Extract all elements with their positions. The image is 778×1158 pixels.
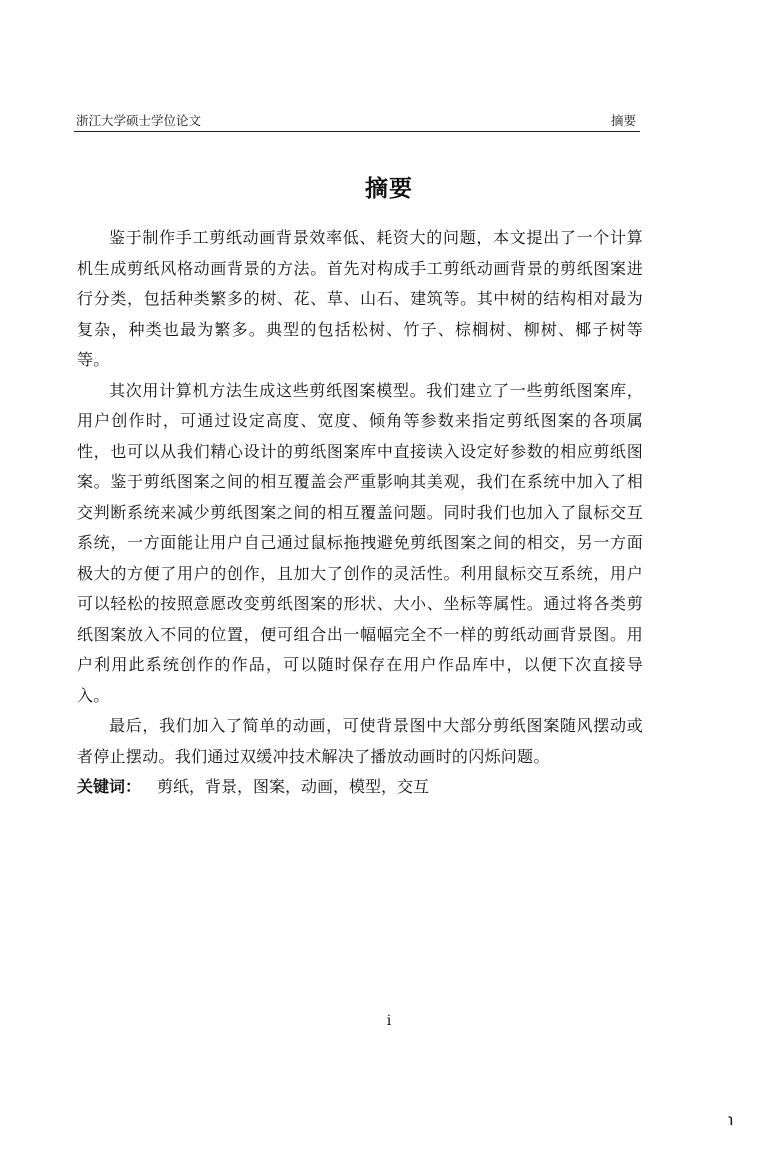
abstract-paragraph-1: 鉴于制作手工剪纸动画背景效率低、耗资大的问题，本文提出了一个计算机生成剪纸风格动画背景的方法。首先对构成手工剪纸动画背景的剪纸图案进行分类，包括种类繁多的树、花、草、山石、建筑等。其中树的结构相对最为复杂，种类也最为繁多。典型的包括松树、竹子、棕榈树、柳树、椰子树等等。 — [77, 228, 643, 369]
abstract-paragraph-3: 最后，我们加入了简单的动画，可使背景图中大部分剪纸图案随风摆动或者停止摆动。我们通过双缓冲技术解决了播放动画时的闪烁问题。 — [77, 716, 643, 766]
keywords-line — [77, 772, 643, 803]
header-thesis-label: 浙江大学硕士学位论文 — [76, 113, 202, 128]
page-title: 摘要 — [365, 176, 413, 202]
page-number: i — [386, 1013, 392, 1029]
abstract-body — [77, 223, 643, 803]
keywords-label: 关键词： — [77, 777, 142, 796]
header-section-label: 摘要 — [610, 113, 636, 128]
corner-handwritten-mark: ℩ — [728, 1110, 734, 1129]
keywords-value: 剪纸，背景，图案，动画，模型，交互 — [157, 777, 430, 796]
running-header — [74, 107, 640, 132]
abstract-paragraph-2: 其次用计算机方法生成这些剪纸图案模型。我们建立了一些剪纸图案库，用户创作时，可通过设定高度、宽度、倾角等参数来指定剪纸图案的各项属性，也可以从我们精心设计的剪纸图案库中直接读入设定好参数的相应剪纸图案。鉴于剪纸图案之间的相互覆盖会严重影响其美观，我们在系统中加入了相交判断系统来减少剪纸图案之间的相互覆盖问题。同时我们也加入了鼠标交互系统，一方面能让用户自己通过鼠标拖拽避免剪纸图案之间的相交，另一方面极大的方便了用户的创作，且加大了创作的灵活性。利用鼠标交互系统，用户可以轻松的按照意愿改变剪纸图案的形状、大小、坐标等属性。通过将各类剪纸图案放入不同的位置，便可组合出一幅幅完全不一样的剪纸动画背景图。用户利用此系统创作的作品，可以随时保存在用户作品库中，以便下次直接导入。 — [77, 380, 643, 705]
